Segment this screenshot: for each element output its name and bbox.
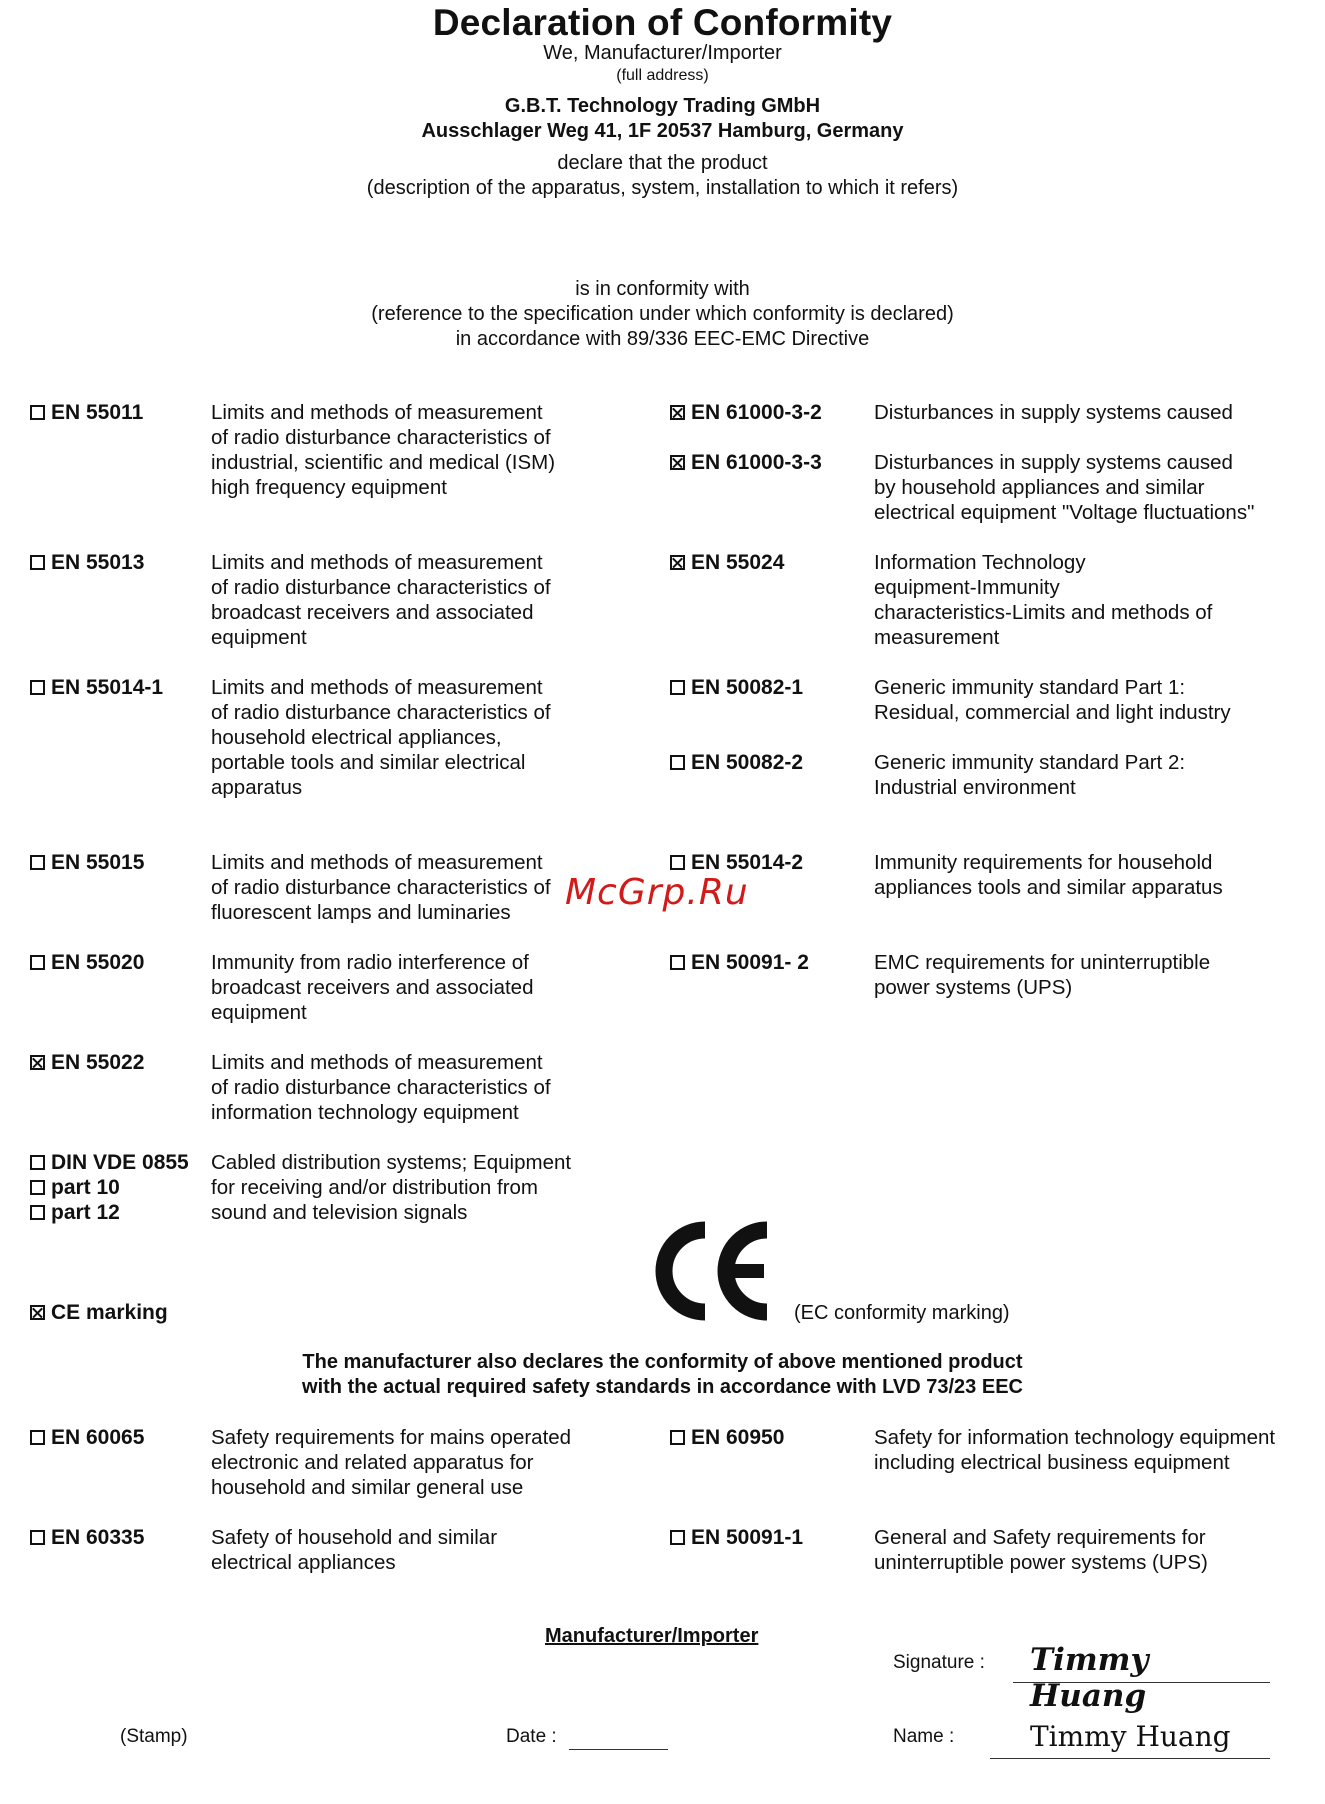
emc-item (670, 551, 784, 575)
standard-code: EN 55015 (51, 851, 145, 874)
standard-description: Generic immunity standard Part 1: Residual, commercial and light industry (874, 676, 1231, 724)
standard-description: Limits and methods of measurement of radio disturbance characteristics of broadcast receivers and associated equipment (211, 551, 551, 649)
standard-code: EN 60950 (691, 1426, 785, 1449)
emc-item (670, 951, 809, 975)
standard-description: Limits and methods of measurement of radio disturbance characteristics of industrial, scientific and medical (ISM) high frequency equipment (211, 401, 556, 499)
standard-description: Information Technology equipment-Immunity characteristics-Limits and methods of measurement (874, 551, 1213, 649)
checkbox-checked[interactable] (670, 405, 685, 420)
checkbox[interactable] (30, 1180, 45, 1195)
standard-description: General and Safety requirements for uninterruptible power systems (UPS) (874, 1526, 1208, 1574)
standard-code: part 12 (51, 1201, 120, 1224)
standard-description: Safety for information technology equipment including electrical business equipment (874, 1426, 1276, 1474)
standard-code: EN 55022 (51, 1051, 145, 1074)
standard-code: EN 55013 (51, 551, 145, 574)
safety-item (30, 1526, 144, 1550)
standard-description: Generic immunity standard Part 2: Industrial environment (874, 751, 1186, 799)
checkbox-checked[interactable] (670, 555, 685, 570)
standard-description: Disturbances in supply systems caused (874, 401, 1233, 424)
checkbox[interactable] (30, 855, 45, 870)
company-name: G.B.T. Technology Trading GMbH (504, 95, 821, 117)
standard-description: Safety requirements for mains operated electronic and related apparatus for household and similar general use (211, 1426, 572, 1499)
ce-marking-label: CE marking (51, 1301, 168, 1324)
standard-description: Limits and methods of measurement of radio disturbance characteristics of household electrical appliances, portable tools and similar electrical apparatus (211, 676, 551, 799)
description-note: (description of the apparatus, system, installation to which it refers) (366, 177, 959, 199)
emc-item (670, 401, 822, 425)
checkbox[interactable] (30, 680, 45, 695)
din-description: Cabled distribution systems; Equipment for receiving and/or distribution from sound and television signals (211, 1151, 572, 1224)
date-field[interactable] (569, 1738, 668, 1750)
emc-item (30, 401, 143, 425)
standard-code: EN 55014-2 (691, 851, 804, 874)
lvd-line-1: The manufacturer also declares the conformity of above mentioned product (302, 1351, 1023, 1373)
checkbox[interactable] (30, 1205, 45, 1220)
emc-item (670, 451, 822, 475)
date-label: Date : (506, 1726, 557, 1747)
standard-code: EN 55024 (691, 551, 785, 574)
checkbox[interactable] (670, 855, 685, 870)
emc-item (30, 551, 144, 575)
ce-note: (EC conformity marking) (794, 1302, 1010, 1324)
safety-item (670, 1526, 803, 1550)
checkbox[interactable] (670, 680, 685, 695)
checkbox-checked[interactable] (670, 455, 685, 470)
standard-code: EN 50082-1 (691, 676, 804, 699)
checkbox-checked[interactable] (30, 1305, 45, 1320)
conformity-line-1: is in conformity with (575, 278, 750, 300)
standard-code: EN 50082-2 (691, 751, 804, 774)
checkbox[interactable] (30, 555, 45, 570)
signature-label: Signature : (893, 1652, 985, 1673)
checkbox[interactable] (670, 1430, 685, 1445)
signature-line (1013, 1642, 1270, 1714)
standard-code: EN 50091- 2 (691, 951, 809, 974)
manufacturer-subtitle: We, Manufacturer/Importer (543, 42, 782, 64)
emc-item (30, 851, 144, 875)
standard-code: EN 61000-3-2 (691, 401, 822, 424)
emc-item (30, 1051, 144, 1075)
checkbox[interactable] (670, 755, 685, 770)
standard-description: EMC requirements for uninterruptible power systems (UPS) (874, 951, 1211, 999)
din-item (30, 1201, 120, 1225)
standard-description: Disturbances in supply systems caused by household appliances and similar electrical equipment "Voltage fluctuations" (874, 451, 1255, 524)
manufacturer-importer-heading: Manufacturer/Importer (545, 1625, 759, 1647)
lvd-line-2: with the actual required safety standards in accordance with LVD 73/23 EEC (302, 1376, 1023, 1398)
checkbox[interactable] (30, 1530, 45, 1545)
checkbox[interactable] (670, 955, 685, 970)
emc-item (670, 676, 803, 700)
standard-code: EN 60065 (51, 1426, 145, 1449)
din-item (30, 1151, 189, 1175)
stamp-label: (Stamp) (120, 1726, 188, 1747)
din-item (30, 1176, 120, 1200)
conformity-line-3: in accordance with 89/336 EEC-EMC Directive (455, 328, 870, 350)
company-address: Ausschlager Weg 41, 1F 20537 Hamburg, Germany (421, 120, 904, 142)
ce-marking-item (30, 1301, 168, 1325)
signature-image: Timmy Huang (1030, 1642, 1149, 1714)
standard-description: Limits and methods of measurement of radio disturbance characteristics of information technology equipment (211, 1051, 551, 1124)
standard-description: Limits and methods of measurement of radio disturbance characteristics of fluorescent lamps and luminaries (211, 851, 551, 924)
checkbox[interactable] (670, 1530, 685, 1545)
safety-item (670, 1426, 784, 1450)
declare-text: declare that the product (557, 152, 768, 174)
name-label: Name : (893, 1726, 955, 1747)
standard-description: Immunity requirements for household appliances tools and similar apparatus (874, 851, 1223, 899)
watermark: McGrp.Ru (565, 872, 749, 913)
ce-logo (655, 1220, 773, 1322)
emc-item (30, 676, 163, 700)
checkbox[interactable] (30, 1430, 45, 1445)
standard-code: EN 50091-1 (691, 1526, 804, 1549)
checkbox[interactable] (30, 955, 45, 970)
emc-item (670, 751, 803, 775)
standard-code: part 10 (51, 1176, 120, 1199)
standard-description: Immunity from radio interference of broadcast receivers and associated equipment (211, 951, 534, 1024)
standard-code: EN 55011 (51, 401, 144, 424)
safety-item (30, 1426, 144, 1450)
checkbox-checked[interactable] (30, 1055, 45, 1070)
name-value: Timmy Huang (1030, 1720, 1231, 1753)
standard-code: EN 61000-3-3 (691, 451, 822, 474)
conformity-line-2: (reference to the specification under which conformity is declared) (371, 303, 954, 325)
address-note: (full address) (616, 67, 709, 84)
standard-description: Safety of household and similar electrical appliances (211, 1526, 498, 1574)
standard-code: EN 55014-1 (51, 676, 164, 699)
checkbox[interactable] (30, 1155, 45, 1170)
name-field (990, 1716, 1270, 1759)
emc-item (30, 951, 144, 975)
standard-code: DIN VDE 0855 (51, 1151, 189, 1174)
standard-code: EN 60335 (51, 1526, 145, 1549)
standard-code: EN 55020 (51, 951, 145, 974)
document-title: Declaration of Conformity (432, 2, 893, 43)
checkbox[interactable] (30, 405, 45, 420)
